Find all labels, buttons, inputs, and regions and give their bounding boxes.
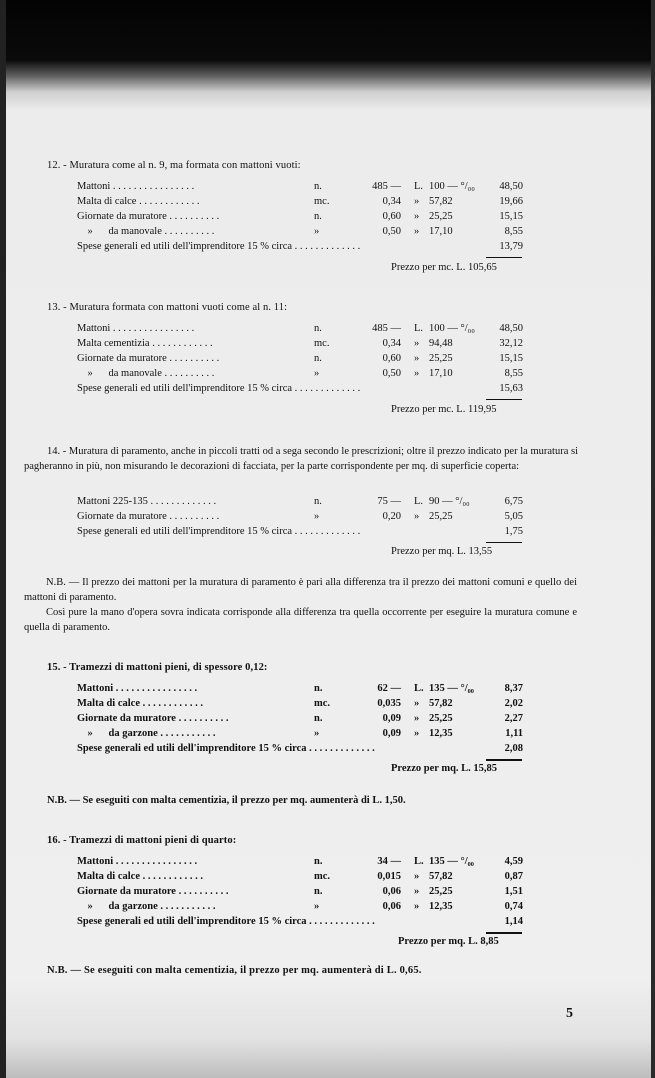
row-unit-price: 135 — °/₀₀ bbox=[429, 856, 474, 867]
item-total: Prezzo per mc. L. 119,95 bbox=[391, 404, 497, 415]
row-currency: L. bbox=[414, 323, 424, 334]
row-label: Malta di calce . . . . . . . . . . . . bbox=[77, 196, 200, 207]
row-unit: n. bbox=[314, 886, 323, 897]
row-amount: 19,66 bbox=[499, 196, 523, 207]
row-amount: 15,15 bbox=[499, 211, 523, 222]
sum-rule bbox=[486, 399, 522, 400]
row-unit-price: 25,25 bbox=[429, 353, 453, 364]
row-unit-price: 12,35 bbox=[429, 901, 453, 912]
row-unit: n. bbox=[314, 353, 322, 364]
row-quantity: 75 — bbox=[377, 496, 401, 507]
item-total: Prezzo per mc. L. 105,65 bbox=[391, 262, 497, 273]
row-amount: 13,79 bbox=[499, 241, 523, 252]
row-amount: 1,75 bbox=[504, 526, 523, 537]
row-label: Mattoni 225-135 . . . . . . . . . . . . . bbox=[77, 496, 217, 507]
row-currency: » bbox=[414, 871, 420, 882]
row-unit: n. bbox=[314, 211, 322, 222]
row-quantity: 485 — bbox=[372, 181, 401, 192]
row-unit: » bbox=[314, 728, 320, 739]
row-unit: mc. bbox=[314, 871, 331, 882]
row-amount: 6,75 bbox=[504, 496, 523, 507]
row-currency: L. bbox=[414, 181, 424, 192]
row-currency: » bbox=[414, 196, 420, 207]
row-label: Mattoni . . . . . . . . . . . . . . . . bbox=[77, 856, 198, 867]
row-currency: » bbox=[414, 511, 420, 522]
row-label: Spese generali ed utili dell'imprenditore 15 % circa . . . . . . . . . . . . . bbox=[77, 916, 375, 927]
note-item-15: N.B. — Se eseguiti con malta cementizia, il prezzo per mq. aumenterà di L. 1,50. bbox=[47, 795, 406, 806]
cost-row bbox=[77, 901, 557, 916]
item-title: 15. - Tramezzi di mattoni pieni, di spessore 0,12: bbox=[47, 662, 268, 673]
cost-row bbox=[77, 323, 557, 338]
row-unit-price: 57,82 bbox=[429, 698, 453, 709]
row-quantity: 0,50 bbox=[382, 368, 401, 379]
cost-row bbox=[77, 353, 557, 368]
cost-row bbox=[77, 196, 557, 211]
row-unit: n. bbox=[314, 181, 322, 192]
row-currency: L. bbox=[414, 856, 424, 867]
row-label: Giornate da muratore . . . . . . . . . . bbox=[77, 713, 229, 724]
row-label: Spese generali ed utili dell'imprenditore 15 % circa . . . . . . . . . . . . . bbox=[77, 383, 361, 394]
row-unit: » bbox=[314, 226, 320, 237]
cost-row bbox=[77, 496, 557, 511]
row-quantity: 0,09 bbox=[382, 713, 401, 724]
row-amount: 1,14 bbox=[504, 916, 523, 927]
row-label: Spese generali ed utili dell'imprenditore 15 % circa . . . . . . . . . . . . . bbox=[77, 526, 361, 537]
row-quantity: 0,035 bbox=[377, 698, 401, 709]
row-unit-price: 17,10 bbox=[429, 368, 453, 379]
row-unit: mc. bbox=[314, 698, 331, 709]
row-amount: 1,11 bbox=[505, 728, 523, 739]
row-label: Malta cementizia . . . . . . . . . . . . bbox=[77, 338, 213, 349]
row-quantity: 0,20 bbox=[382, 511, 401, 522]
row-unit-price: 135 — °/₀₀ bbox=[429, 683, 474, 694]
row-quantity: 62 — bbox=[377, 683, 401, 694]
row-currency: L. bbox=[414, 683, 424, 694]
cost-row bbox=[77, 856, 557, 871]
row-label: Giornate da muratore . . . . . . . . . . bbox=[77, 511, 220, 522]
row-unit-price: 25,25 bbox=[429, 511, 453, 522]
row-label: Mattoni . . . . . . . . . . . . . . . . bbox=[77, 181, 195, 192]
row-currency: » bbox=[414, 338, 420, 349]
row-currency: L. bbox=[414, 496, 424, 507]
row-unit: » bbox=[314, 901, 320, 912]
row-quantity: 0,34 bbox=[382, 338, 401, 349]
cost-row bbox=[77, 886, 557, 901]
row-unit: n. bbox=[314, 713, 323, 724]
cost-row bbox=[77, 511, 557, 526]
row-label: Giornate da muratore . . . . . . . . . . bbox=[77, 353, 220, 364]
cost-row bbox=[77, 383, 557, 398]
cost-row bbox=[77, 728, 557, 743]
row-amount: 8,55 bbox=[504, 226, 523, 237]
row-label: Malta di calce . . . . . . . . . . . . bbox=[77, 871, 203, 882]
row-quantity: 0,34 bbox=[382, 196, 401, 207]
row-unit: mc. bbox=[314, 338, 330, 349]
cost-row bbox=[77, 916, 557, 931]
row-amount: 8,37 bbox=[504, 683, 523, 694]
row-label: » da manovale . . . . . . . . . . bbox=[77, 368, 215, 379]
row-unit: » bbox=[314, 511, 320, 522]
cost-row bbox=[77, 181, 557, 196]
row-quantity: 0,06 bbox=[382, 886, 401, 897]
cost-row bbox=[77, 211, 557, 226]
row-quantity: 0,06 bbox=[382, 901, 401, 912]
cost-row bbox=[77, 338, 557, 353]
row-amount: 2,02 bbox=[504, 698, 523, 709]
row-quantity: 0,09 bbox=[382, 728, 401, 739]
row-amount: 8,55 bbox=[504, 368, 523, 379]
row-amount: 4,59 bbox=[504, 856, 523, 867]
row-quantity: 34 — bbox=[377, 856, 401, 867]
row-amount: 1,51 bbox=[504, 886, 523, 897]
row-amount: 32,12 bbox=[499, 338, 523, 349]
row-unit: n. bbox=[314, 856, 323, 867]
cost-row bbox=[77, 226, 557, 241]
row-unit-price: 12,35 bbox=[429, 728, 453, 739]
row-amount: 15,63 bbox=[499, 383, 523, 394]
note-paramento-2: Così pure la mano d'opera sovra indicata corrisponde alla differenza tra quella occorrente per eseguire la muratura comune e quella di paramento. bbox=[24, 607, 577, 633]
row-unit-price: 25,25 bbox=[429, 886, 453, 897]
sum-rule bbox=[486, 257, 522, 258]
row-currency: » bbox=[414, 728, 420, 739]
sum-rule bbox=[486, 932, 522, 934]
cost-row bbox=[77, 241, 557, 256]
row-currency: » bbox=[414, 901, 420, 912]
row-unit-price: 17,10 bbox=[429, 226, 453, 237]
row-currency: » bbox=[414, 226, 420, 237]
scan-edge-right bbox=[651, 0, 655, 1078]
item-title: 14. - Muratura di paramento, anche in piccoli tratti od a sega secondo le prescrizioni; oltre il prezzo indicato per la muratura si pagheranno in più, non misurando le decorazioni di facciata, per la parte corrispondente per mq. di superficie coperta: bbox=[24, 446, 578, 472]
row-label: Mattoni . . . . . . . . . . . . . . . . bbox=[77, 683, 198, 694]
row-amount: 5,05 bbox=[504, 511, 523, 522]
cost-row bbox=[77, 526, 557, 541]
cost-row bbox=[77, 368, 557, 383]
row-label: » da garzone . . . . . . . . . . . bbox=[77, 901, 216, 912]
cost-row bbox=[77, 683, 557, 698]
row-quantity: 0,50 bbox=[382, 226, 401, 237]
row-label: Malta di calce . . . . . . . . . . . . bbox=[77, 698, 203, 709]
item-title: 13. - Muratura formata con mattoni vuoti come al n. 11: bbox=[47, 302, 288, 313]
note-item-16: N.B. — Se eseguiti con malta cementizia, il prezzo per mq. aumenterà di L. 0,65. bbox=[47, 965, 422, 976]
row-amount: 0,74 bbox=[504, 901, 523, 912]
row-currency: » bbox=[414, 713, 420, 724]
row-unit-price: 94,48 bbox=[429, 338, 453, 349]
row-amount: 2,08 bbox=[504, 743, 523, 754]
sum-rule bbox=[486, 542, 522, 543]
scan-edge-left bbox=[0, 0, 6, 1078]
item-total: Prezzo per mq. L. 8,85 bbox=[398, 936, 499, 947]
row-unit: n. bbox=[314, 683, 323, 694]
row-unit: n. bbox=[314, 323, 322, 334]
row-currency: » bbox=[414, 368, 420, 379]
sum-rule bbox=[486, 759, 522, 761]
row-currency: » bbox=[414, 211, 420, 222]
row-label: » da garzone . . . . . . . . . . . bbox=[77, 728, 216, 739]
row-label: Mattoni . . . . . . . . . . . . . . . . bbox=[77, 323, 195, 334]
row-amount: 48,50 bbox=[499, 323, 523, 334]
row-unit-price: 100 — °/₀₀ bbox=[429, 181, 475, 192]
row-quantity: 0,60 bbox=[382, 353, 401, 364]
row-label: Giornate da muratore . . . . . . . . . . bbox=[77, 886, 229, 897]
cost-row bbox=[77, 871, 557, 886]
row-unit-price: 57,82 bbox=[429, 196, 453, 207]
row-label: Spese generali ed utili dell'imprenditore 15 % circa . . . . . . . . . . . . . bbox=[77, 241, 361, 252]
row-unit: » bbox=[314, 368, 320, 379]
row-amount: 15,15 bbox=[499, 353, 523, 364]
page-number: 5 bbox=[566, 1006, 573, 1021]
row-amount: 48,50 bbox=[499, 181, 523, 192]
row-quantity: 0,015 bbox=[377, 871, 401, 882]
cost-row bbox=[77, 698, 557, 713]
row-amount: 0,87 bbox=[504, 871, 523, 882]
row-unit: mc. bbox=[314, 196, 330, 207]
item-total: Prezzo per mq. L. 13,55 bbox=[391, 546, 493, 557]
row-label: » da manovale . . . . . . . . . . bbox=[77, 226, 215, 237]
item-title: 12. - Muratura come al n. 9, ma formata con mattoni vuoti: bbox=[47, 160, 301, 171]
row-label: Giornate da muratore . . . . . . . . . . bbox=[77, 211, 220, 222]
item-title: 16. - Tramezzi di mattoni pieni di quarto: bbox=[47, 835, 237, 846]
cost-row bbox=[77, 743, 557, 758]
row-unit-price: 25,25 bbox=[429, 211, 453, 222]
item-total: Prezzo per mq. L. 15,85 bbox=[391, 763, 498, 774]
row-unit: n. bbox=[314, 496, 322, 507]
cost-row bbox=[77, 713, 557, 728]
row-quantity: 485 — bbox=[372, 323, 401, 334]
row-currency: » bbox=[414, 886, 420, 897]
row-unit-price: 90 — °/₀₀ bbox=[429, 496, 470, 507]
row-amount: 2,27 bbox=[504, 713, 523, 724]
row-quantity: 0,60 bbox=[382, 211, 401, 222]
row-unit-price: 57,82 bbox=[429, 871, 453, 882]
row-unit-price: 100 — °/₀₀ bbox=[429, 323, 475, 334]
row-currency: » bbox=[414, 698, 420, 709]
row-label: Spese generali ed utili dell'imprenditore 15 % circa . . . . . . . . . . . . . bbox=[77, 743, 375, 754]
note-paramento-1: N.B. — Il prezzo dei mattoni per la muratura di paramento è pari alla differenza tra il prezzo dei mattoni comuni e quello dei mattoni di paramento. bbox=[24, 577, 577, 603]
row-unit-price: 25,25 bbox=[429, 713, 453, 724]
row-currency: » bbox=[414, 353, 420, 364]
